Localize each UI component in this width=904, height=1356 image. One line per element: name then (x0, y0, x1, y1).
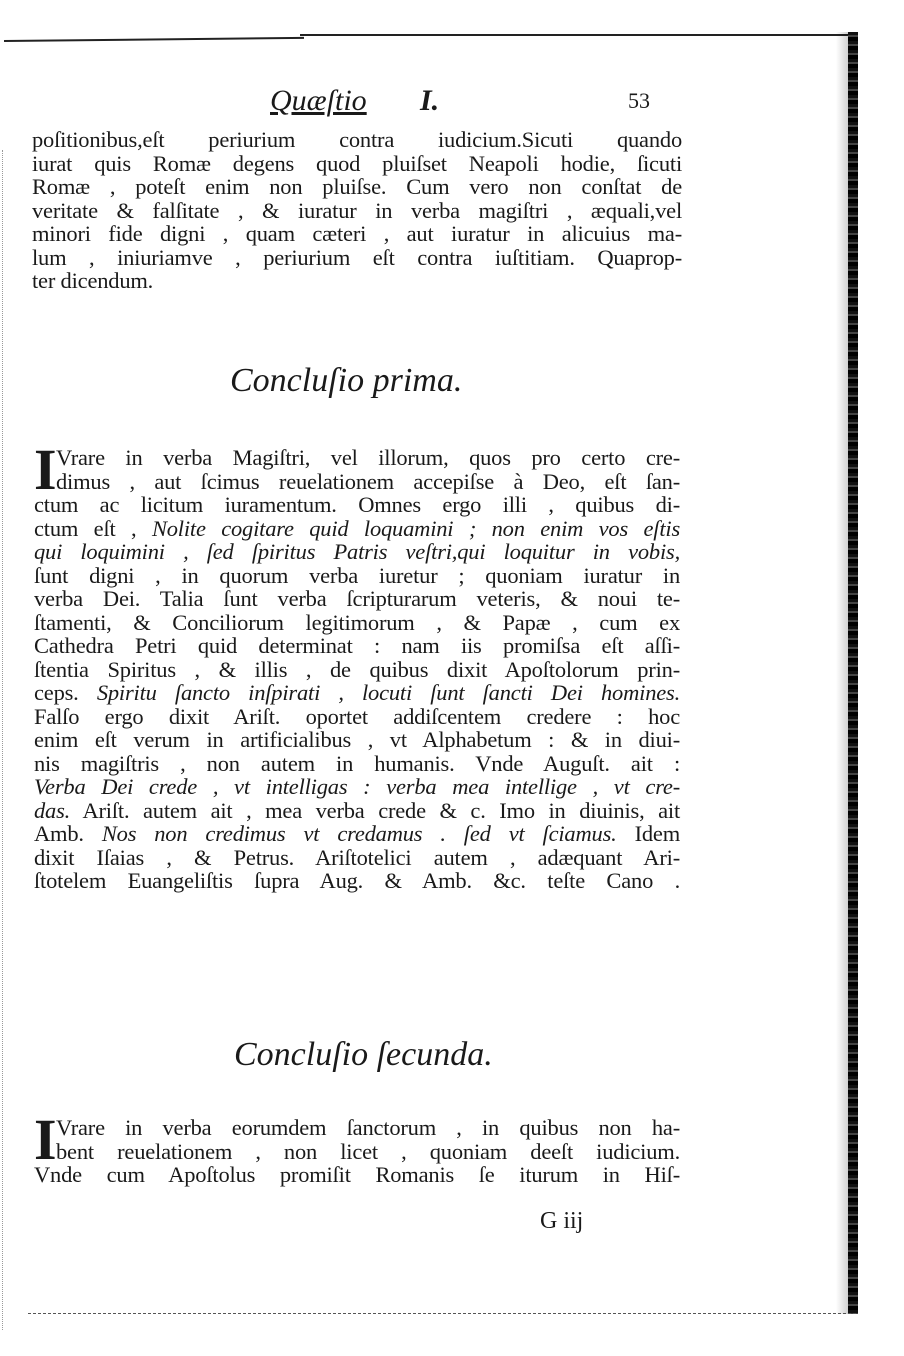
text-line (34, 564, 680, 588)
text-run: Cathedra Petri quid determinat : nam iis promiſsa eſt aſſi- (34, 633, 680, 658)
italic-quotation: Verba Dei crede , vt intelligas : verba mea intellige , vt cre- (34, 774, 680, 799)
text-run: ſtentia Spiritus , & illis , de quibus dixit Apoſtolorum prin- (34, 656, 680, 682)
text-line (34, 470, 680, 494)
running-head (270, 84, 670, 124)
text-line (34, 493, 680, 517)
text-line: lum , iniuriamve , periurium eſt contra iuſtitiam. Quaprop- (32, 244, 682, 270)
text-run: dixit Iſaias , & Petrus. Ariſtotelici autem , adæquant Ari- (34, 844, 680, 870)
text-line (34, 775, 680, 799)
text-line (34, 752, 680, 776)
text-run: ctum ac licitum iuramentum. Omnes ergo illi , quibus di- (34, 492, 680, 517)
text-line (34, 822, 680, 846)
text-line: bent reuelationem , non licet , quoniam deeſt iudicium. (56, 1138, 680, 1164)
book-spine-edge (848, 32, 858, 1314)
text-run: Vrare in verba Magiſtri, vel illorum, quos pro certo cre- (56, 445, 680, 470)
text-run: Ariſt. autem ait , mea verba crede & c. Imo in diuinis, ait (70, 797, 680, 823)
text-line: minori fide digni , quam cæteri , aut iuratur in alicuius ma- (32, 221, 682, 246)
text-line (34, 705, 680, 729)
italic-quotation: Nos non credimus vt credamus . ſed vt ſciamus. (101, 821, 617, 846)
page-left-edge (2, 150, 3, 1330)
text-line (34, 728, 680, 752)
text-line: iurat quis Romæ degens quod pluiſset Neapoli hodie, ſicuti (32, 150, 682, 176)
text-line (34, 540, 680, 564)
text-line: Vrare in verba eorumdem ſanctorum , in quibus non ha- (56, 1115, 680, 1140)
page-top-edge-curve (4, 37, 304, 42)
text-run: ſtamenti, & Conciliorum legitimorum , & Papæ , cum ex (34, 609, 680, 635)
text-run: ceps. (34, 680, 97, 705)
text-line (34, 446, 680, 470)
text-line (34, 799, 680, 823)
text-line: veritate & falſitate , & iuratur in verba magiſtri , æquali,vel (32, 197, 682, 223)
text-line (34, 587, 680, 611)
signature-mark: G iij (540, 1208, 584, 1234)
page-bottom-edge (28, 1313, 856, 1314)
italic-quotation: Nolite cogitare quid loquamini ; non enim vos eſtis (151, 515, 681, 541)
text-line: ter dicendum. (32, 268, 154, 293)
text-line (34, 634, 680, 658)
page-number: 53 (628, 88, 650, 113)
text-line (34, 658, 680, 682)
top-paragraph (32, 128, 682, 293)
heading-conclusio-prima: Concluſio prima. (230, 362, 463, 399)
running-head-title: Quæſtio (270, 84, 367, 117)
italic-quotation: qui loquimini , ſed ſpiritus Patris veſtri,qui loquitur in vobis, (34, 539, 680, 564)
text-run: Falſo ergo dixit Ariſt. oportet addiſcentem credere : hoc (34, 703, 680, 729)
text-line: Romæ , poteſt enim non pluiſse. Cum vero non conſtat de (32, 174, 682, 199)
italic-quotation: Spiritu ſancto inſpirati , locuti ſunt ſancti Dei homines. (96, 680, 681, 705)
drop-cap: I (34, 1107, 57, 1172)
text-line: Vnde cum Apoſtolus promiſit Romanis ſe iturum in Hiſ- (34, 1162, 680, 1187)
text-run: Amb. (34, 821, 102, 846)
drop-cap: I (34, 437, 57, 502)
text-line (34, 846, 680, 870)
text-line (34, 869, 680, 893)
text-run: ſtotelem Euangeliſtis ſupra Aug. & Amb. &c. teſte Cano . (34, 868, 680, 893)
text-line (34, 517, 680, 541)
heading-conclusio-secunda: Concluſio ſecunda. (234, 1036, 493, 1073)
page-top-edge (300, 34, 856, 36)
text-run: ſunt digni , in quorum verba iuretur ; quoniam iuratur in (34, 562, 680, 588)
text-run: verba Dei. Talia ſunt verba ſcripturarum veteris, & noui te- (34, 586, 680, 611)
text-run: enim eſt verum in artificialibus , vt Alphabetum : & in diui- (34, 727, 680, 752)
gutter-shadow (836, 32, 848, 1314)
running-head-number: I. (420, 84, 440, 117)
text-run: Idem (616, 821, 680, 846)
text-run: dimus , aut ſcimus reuelationem accepiſse à Deo, eſt ſan- (56, 468, 680, 494)
text-line (34, 611, 680, 635)
text-run: nis magiſtris , non autem in humanis. Vnde Auguſt. ait : (34, 750, 680, 776)
text-run: ctum eſt , (34, 515, 152, 541)
paragraph-conclusio-secunda (34, 1107, 680, 1187)
paragraph-conclusio-prima (34, 437, 681, 893)
text-line: poſitionibus,eſt periurium contra iudicium.Sicuti quando (32, 127, 682, 152)
text-line (34, 681, 680, 705)
italic-quotation: das. (34, 797, 71, 823)
